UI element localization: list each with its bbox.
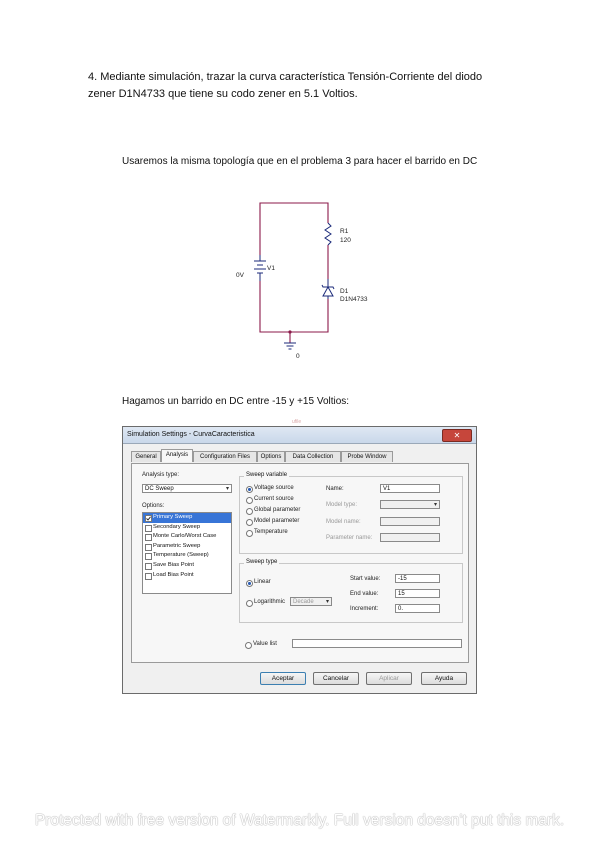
analysis-type-select[interactable]: DC Sweep ▾ <box>142 484 232 493</box>
d1-name: D1 <box>340 288 349 295</box>
dialog-title: Simulation Settings - CurvaCaracteristica <box>127 431 255 438</box>
problem-statement-line2: zener D1N4733 que tiene su codo zener en 5.1 Voltios. <box>88 88 358 100</box>
model-name-label: Model name: <box>326 519 361 525</box>
v1-name: V1 <box>267 265 275 272</box>
dialog-titlebar[interactable] <box>123 427 476 444</box>
tab-probe-window[interactable]: Probe Window <box>341 451 393 462</box>
radio-model-parameter[interactable] <box>246 519 253 526</box>
options-label: Options: <box>142 503 165 509</box>
voltage-source-v1 <box>254 255 266 281</box>
radio-voltage-source[interactable] <box>246 486 253 493</box>
r1-value: 120 <box>340 237 351 244</box>
radio-global-parameter[interactable] <box>246 508 253 515</box>
tab-options[interactable]: Options <box>257 451 285 462</box>
model-parameter-label: Model parameter <box>254 518 300 524</box>
voltage-source-label: Voltage source <box>254 485 294 491</box>
option-monte-carlo[interactable]: Monte Carlo/Worst Case <box>143 532 231 542</box>
radio-linear[interactable] <box>246 580 253 587</box>
option-save-bias-point[interactable]: Save Bias Point <box>143 561 231 571</box>
value-list-input[interactable] <box>292 639 462 648</box>
start-value-label: Start value: <box>350 576 381 582</box>
option-temperature-sweep[interactable]: Temperature (Sweep) <box>143 551 231 561</box>
ground-label: 0 <box>296 353 300 360</box>
end-value-label: End value: <box>350 591 379 597</box>
increment-label: Increment: <box>350 606 379 612</box>
tab-analysis[interactable]: Analysis <box>161 449 193 462</box>
option-load-bias-point[interactable]: Load Bias Point <box>143 571 231 581</box>
logarithmic-label: Logarithmic <box>254 599 286 605</box>
analysis-type-label: Analysis type: <box>142 472 180 478</box>
radio-current-source[interactable] <box>246 497 253 504</box>
name-input[interactable]: V1 <box>380 484 440 493</box>
v1-value: 0V <box>236 272 244 279</box>
model-type-select[interactable] <box>380 500 440 509</box>
parameter-name-label: Parameter name: <box>326 535 373 541</box>
tab-data-collection[interactable]: Data Collection <box>285 451 341 462</box>
radio-temperature[interactable] <box>246 530 253 537</box>
temperature-label: Temperature <box>254 529 288 535</box>
start-value-input[interactable]: -15 <box>395 574 440 583</box>
checkbox-icon <box>145 525 152 532</box>
radio-value-list[interactable] <box>245 642 252 649</box>
radio-logarithmic[interactable] <box>246 600 253 607</box>
checkbox-icon <box>145 553 152 560</box>
value-list-label: Value list <box>253 641 277 647</box>
d1-model: D1N4733 <box>340 296 368 303</box>
problem-statement-line1: 4. Mediante simulación, trazar la curva característica Tensión-Corriente del diodo <box>88 71 483 83</box>
sweep-text: Hagamos un barrido en DC entre -15 y +15 Voltios: <box>122 396 350 407</box>
model-type-label: Model type: <box>326 502 358 508</box>
global-parameter-label: Global parameter <box>254 507 301 513</box>
intro-text: Usaremos la misma topología que en el problema 3 para hacer el barrido en DC <box>122 156 478 167</box>
sweep-variable-group <box>239 472 463 554</box>
option-parametric-sweep[interactable]: Parametric Sweep <box>143 542 231 552</box>
option-primary-sweep[interactable]: Primary Sweep <box>143 513 231 523</box>
stamp-mark: ufile <box>292 419 302 425</box>
watermark-text: Protected with free version of Watermarkly. Full version doesn't put this mark. <box>34 812 565 829</box>
increment-input[interactable]: 0. <box>395 604 440 613</box>
resistor-r1 <box>325 223 331 245</box>
chevron-down-icon: ▾ <box>433 502 437 508</box>
tab-configuration-files[interactable]: Configuration Files <box>193 451 257 462</box>
sweep-type-title: Sweep type <box>246 559 278 565</box>
parameter-name-input[interactable] <box>380 533 440 542</box>
chevron-down-icon: ▾ <box>225 486 229 492</box>
tab-general[interactable]: General <box>131 451 161 462</box>
linear-label: Linear <box>254 579 271 585</box>
apply-button[interactable]: Aplicar <box>366 672 412 685</box>
circuit-schematic <box>230 195 370 365</box>
simulation-settings-dialog <box>122 426 477 694</box>
options-listbox[interactable] <box>142 512 232 594</box>
sweep-variable-title: Sweep variable <box>246 472 288 478</box>
help-button[interactable]: Ayuda <box>421 672 467 685</box>
log-scale-select[interactable]: Decade ▾ <box>290 597 332 606</box>
checkbox-icon <box>145 534 152 541</box>
r1-name: R1 <box>340 228 349 235</box>
option-secondary-sweep[interactable]: Secondary Sweep <box>143 523 231 533</box>
checkbox-icon <box>145 544 152 551</box>
zener-diode-d1 <box>322 279 334 299</box>
model-name-input[interactable] <box>380 517 440 526</box>
chevron-down-icon: ▾ <box>325 599 329 605</box>
current-source-label: Current source <box>254 496 294 502</box>
checkbox-icon <box>145 563 152 570</box>
name-label: Name: <box>326 486 344 492</box>
close-button[interactable]: ✕ <box>442 429 472 442</box>
checkbox-icon <box>145 573 152 580</box>
analysis-panel <box>131 463 469 663</box>
checkbox-icon <box>145 515 152 522</box>
cancel-button[interactable]: Cancelar <box>313 672 359 685</box>
ground-symbol <box>284 343 296 349</box>
sweep-type-group <box>239 559 463 623</box>
end-value-input[interactable]: 15 <box>395 589 440 598</box>
accept-button[interactable]: Aceptar <box>260 672 306 685</box>
